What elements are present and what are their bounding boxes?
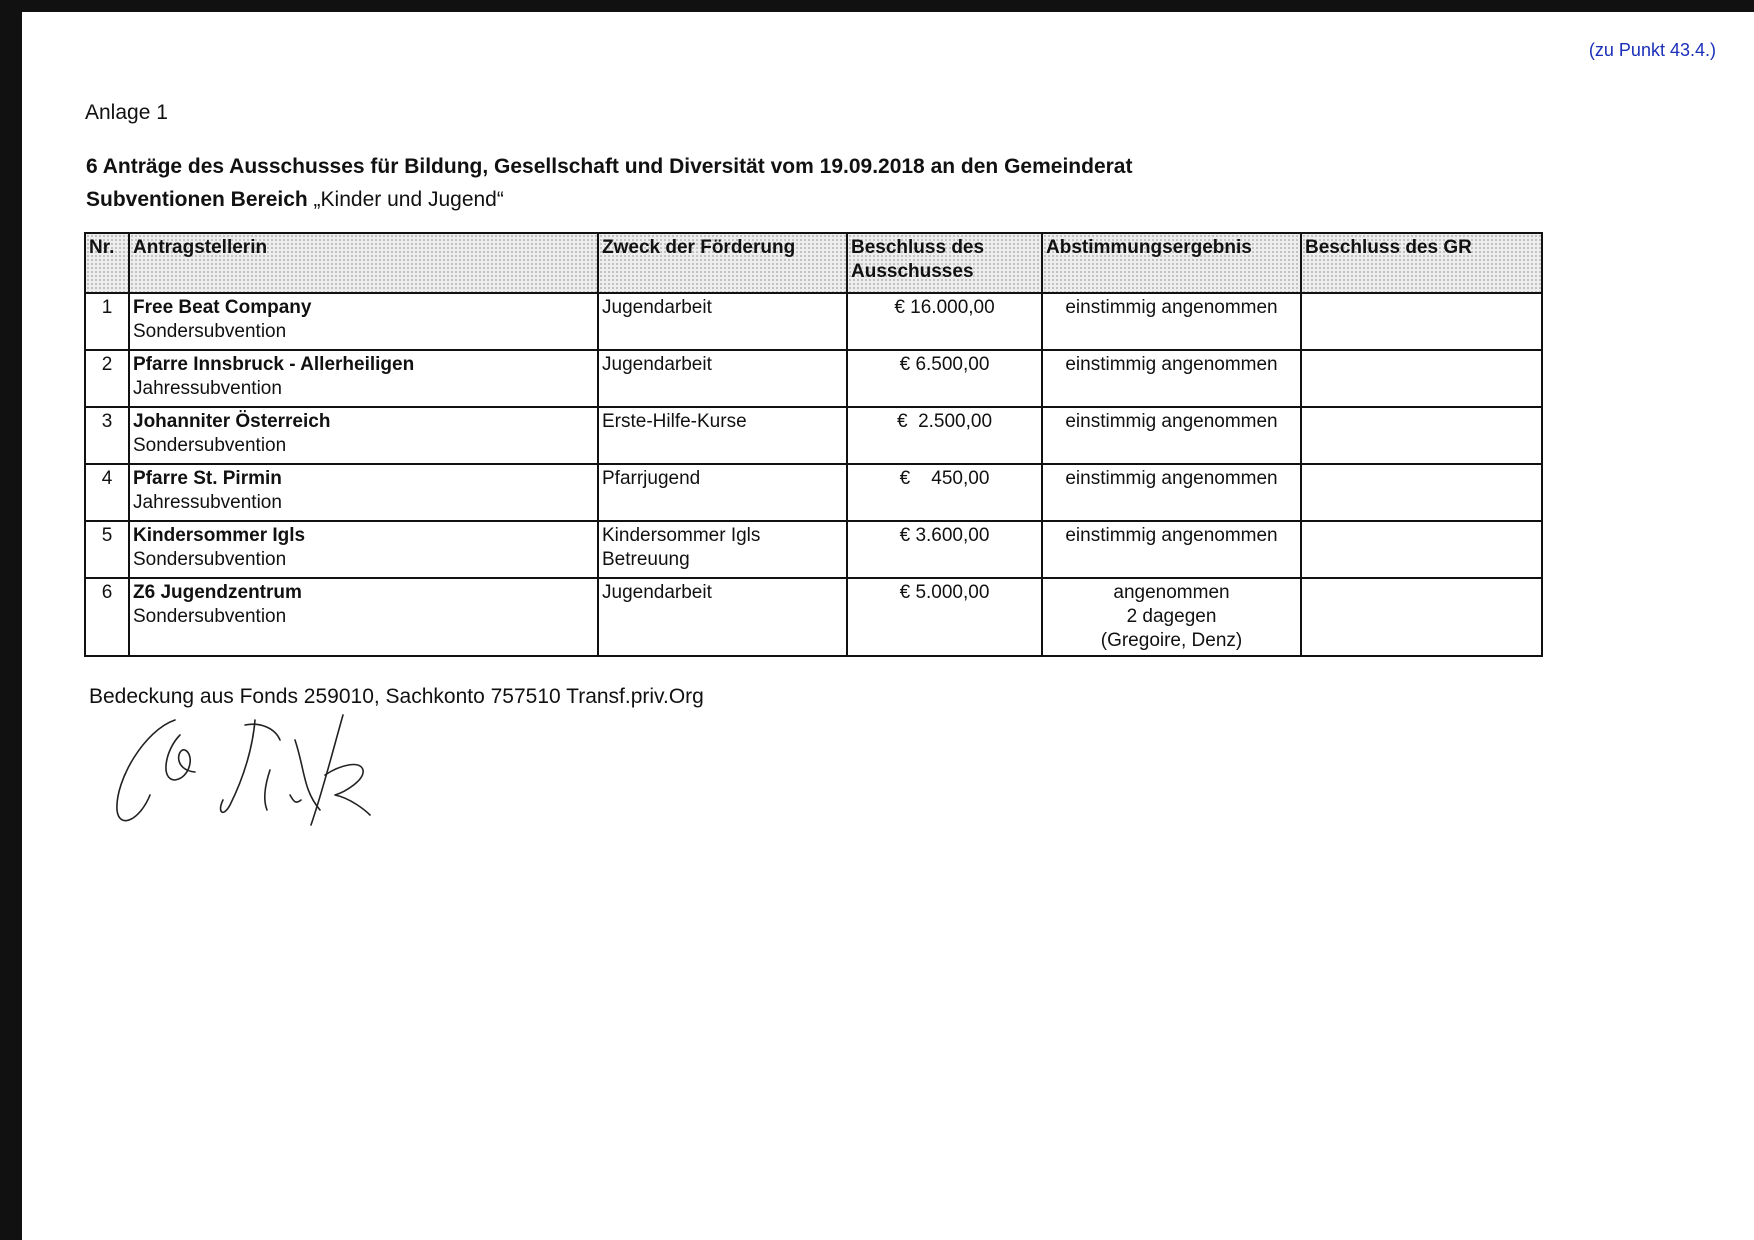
applicant-name: Johanniter Österreich [133,411,331,432]
table-row [85,407,1542,464]
row-vote [1042,293,1301,350]
subsidy-type: Jahressubvention [133,378,282,399]
coverage-note: Bedeckung aus Fonds 259010, Sachkonto 757510 Transf.priv.Org [89,685,704,708]
vote-line: einstimmig angenommen [1065,297,1278,318]
applicant-name: Pfarre St. Pirmin [133,468,282,489]
subsidy-type: Sondersubvention [133,606,287,627]
vote-line: einstimmig angenommen [1065,411,1278,432]
table-row [85,578,1542,656]
row-council-decision [1301,350,1542,407]
row-amount: € 3.600,00 [847,521,1042,578]
row-nr: 4 [85,464,129,521]
row-amount: € 450,00 [847,464,1042,521]
row-council-decision [1301,464,1542,521]
table-row [85,293,1542,350]
subsidy-type: Sondersubvention [133,321,287,342]
heading-line-2 [86,183,1132,216]
row-nr: 5 [85,521,129,578]
header-council-decision: Beschluss des GR [1301,233,1542,293]
subsidy-table [84,232,1543,657]
vote-line-2: 2 dagegen [1126,606,1217,627]
table-header-row [85,233,1542,293]
row-amount: € 16.000,00 [847,293,1042,350]
row-nr: 6 [85,578,129,656]
purpose-line: Pfarrjugend [602,468,701,489]
annex-label: Anlage 1 [85,101,168,124]
purpose-line: Erste-Hilfe-Kurse [602,411,747,432]
vote-line: angenommen [1113,582,1230,603]
applicant-name: Z6 Jugendzentrum [133,582,302,603]
row-purpose [598,350,847,407]
row-council-decision [1301,293,1542,350]
scan-border-left [0,0,22,1240]
row-council-decision [1301,521,1542,578]
row-applicant [129,407,598,464]
purpose-line-2: Betreuung [602,549,690,570]
row-applicant [129,350,598,407]
row-nr: 2 [85,350,129,407]
row-vote [1042,464,1301,521]
vote-line: einstimmig angenommen [1065,354,1278,375]
row-vote [1042,350,1301,407]
handwritten-signature [105,700,445,850]
purpose-line: Kindersommer Igls [602,525,761,546]
purpose-line: Jugendarbeit [602,297,712,318]
row-council-decision [1301,578,1542,656]
subsidy-type: Sondersubvention [133,435,287,456]
subsidy-type: Jahressubvention [133,492,282,513]
applicant-name: Free Beat Company [133,297,312,318]
table-row [85,350,1542,407]
vote-line: einstimmig angenommen [1065,468,1278,489]
purpose-line: Jugendarbeit [602,354,712,375]
table-row [85,464,1542,521]
vote-line: einstimmig angenommen [1065,525,1278,546]
row-purpose [598,293,847,350]
row-amount: € 2.500,00 [847,407,1042,464]
row-nr: 1 [85,293,129,350]
vote-line-3: (Gregoire, Denz) [1100,630,1243,651]
heading-line-2-rest: „Kinder und Jugend“ [307,188,504,211]
heading-line-1: 6 Anträge des Ausschusses für Bildung, Gesellschaft und Diversität vom 19.09.2018 an den Gemeinderat [86,155,1133,178]
applicant-name: Pfarre Innsbruck - Allerheiligen [133,354,415,375]
header-applicant: Antragstellerin [129,233,598,293]
purpose-line: Jugendarbeit [602,582,712,603]
row-amount: € 6.500,00 [847,350,1042,407]
row-vote [1042,521,1301,578]
row-applicant [129,464,598,521]
header-nr: Nr. [85,233,129,293]
applicant-name: Kindersommer Igls [133,525,306,546]
scan-border-top [0,0,1754,12]
heading-line-2-bold: Subventionen Bereich [86,188,308,211]
header-purpose: Zweck der Förderung [598,233,847,293]
row-amount: € 5.000,00 [847,578,1042,656]
row-applicant [129,578,598,656]
row-nr: 3 [85,407,129,464]
row-applicant [129,293,598,350]
row-purpose [598,521,847,578]
agenda-reference: (zu Punkt 43.4.) [1588,40,1716,60]
subsidy-type: Sondersubvention [133,549,287,570]
header-vote-result: Abstimmungsergebnis [1042,233,1301,293]
row-purpose [598,578,847,656]
row-purpose [598,407,847,464]
row-applicant [129,521,598,578]
header-committee-decision: Beschluss des Ausschusses [847,233,1042,293]
table-row [85,521,1542,578]
row-vote [1042,578,1301,656]
document-heading [86,150,1132,216]
row-vote [1042,407,1301,464]
row-council-decision [1301,407,1542,464]
row-purpose [598,464,847,521]
